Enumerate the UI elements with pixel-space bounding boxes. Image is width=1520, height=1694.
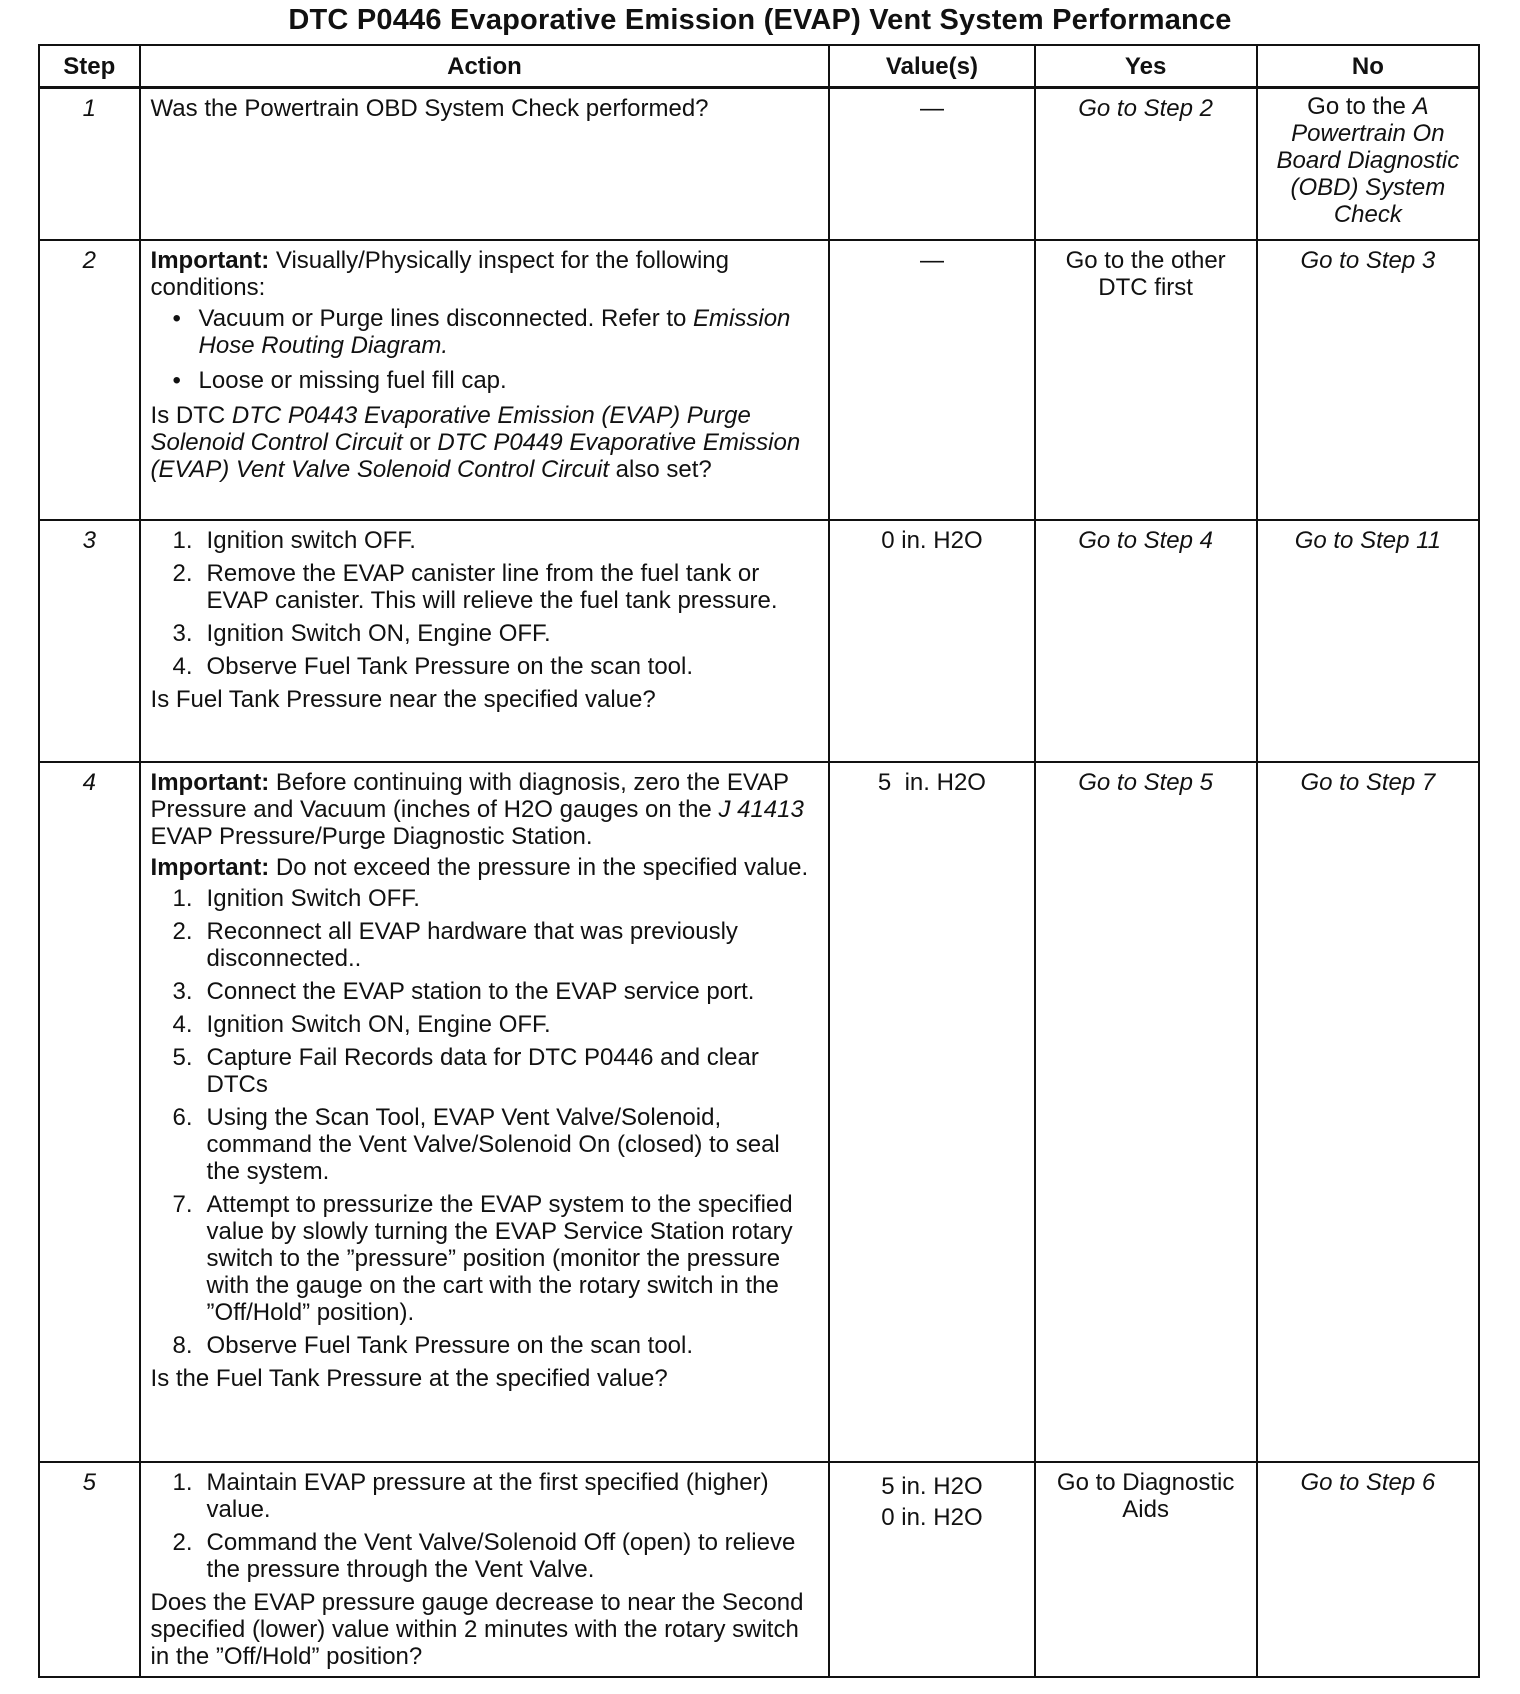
- page-title: DTC P0446 Evaporative Emission (EVAP) Vent System Performance: [288, 4, 1232, 36]
- list-number: 2.: [172, 1528, 193, 1556]
- value-cell: [829, 1462, 1034, 1677]
- value-line: 0 in. H2O: [881, 1503, 983, 1531]
- list-item: [173, 1044, 819, 1098]
- action-cell: [140, 520, 830, 762]
- value-cell: 5 in. H2O: [829, 762, 1034, 1462]
- tool-ref: J 41413: [718, 795, 804, 823]
- list-item: [173, 367, 819, 394]
- list-number: 4.: [172, 1010, 193, 1038]
- no-cell: [1257, 1462, 1479, 1677]
- list-number: 2.: [172, 917, 193, 945]
- list-item-text: Capture Fail Records data for DTC P0446 and clear DTCs: [206, 1043, 759, 1098]
- list-item-text: Reconnect all EVAP hardware that was previously disconnected..: [206, 917, 738, 972]
- value-line: 5 in. H2O: [881, 1472, 983, 1500]
- action-question: Does the EVAP pressure gauge decrease to near the Second specified (lower) value within 2 minutes with the rotary switch in the ”Off/Hold” position?: [150, 1588, 804, 1670]
- action-question: Is the Fuel Tank Pressure at the specified value?: [150, 1364, 668, 1392]
- action-cell: [140, 88, 830, 240]
- list-item-text: Using the Scan Tool, EVAP Vent Valve/Solenoid, command the Vent Valve/Solenoid On (closed) to seal the system.: [206, 1103, 780, 1185]
- dtc-ref-link[interactable]: DTC P0449 Evaporative Emission (EVAP) Vent Valve Solenoid Control Circuit: [150, 428, 801, 483]
- no-link[interactable]: Go to Step 3: [1300, 246, 1436, 274]
- list-item: [173, 885, 819, 912]
- header-no: No: [1257, 45, 1479, 88]
- step-number: 4: [39, 762, 140, 1462]
- list-number: 2.: [172, 559, 193, 587]
- value-cell: —: [829, 240, 1034, 520]
- yes-cell: [1035, 88, 1257, 240]
- yes-link[interactable]: Go to Step 2: [1078, 95, 1213, 122]
- list-item: [173, 560, 819, 614]
- list-item: [173, 1469, 819, 1523]
- table-row: [39, 240, 1479, 520]
- list-number: 1.: [172, 1468, 193, 1496]
- list-item: [173, 620, 819, 647]
- step-number: 3: [39, 520, 140, 762]
- important-label: Important:: [150, 768, 270, 796]
- list-item: [173, 527, 819, 554]
- list-item-text: Observe Fuel Tank Pressure on the scan tool.: [206, 652, 694, 680]
- header-step: Step: [39, 45, 140, 88]
- list-number: 5.: [172, 1043, 193, 1071]
- yes-cell: [1035, 762, 1257, 1462]
- procedure-list: [151, 1469, 819, 1583]
- list-number: 6.: [172, 1103, 193, 1131]
- list-item-text: Loose or missing fuel fill cap.: [198, 366, 507, 394]
- list-item-text: Vacuum or Purge lines disconnected. Refer to: [198, 304, 687, 332]
- dtc-ref-link[interactable]: DTC P0443 Evaporative Emission (EVAP) Purge Solenoid Control Circuit: [150, 401, 751, 456]
- action-question: Is Fuel Tank Pressure near the specified value?: [150, 685, 656, 713]
- header-action: Action: [140, 45, 830, 88]
- important-text: Before continuing with diagnosis, zero the EVAP Pressure and Vacuum (inches of H2O gauges on the: [150, 768, 789, 823]
- list-item-ref[interactable]: Emission Hose Routing Diagram.: [198, 304, 791, 359]
- list-item-text: Ignition Switch ON, Engine OFF.: [206, 619, 551, 647]
- action-cell: [140, 762, 830, 1462]
- list-item: [173, 1191, 819, 1326]
- list-item-text: Ignition switch OFF.: [206, 526, 416, 554]
- action-question: Was the Powertrain OBD System Check performed?: [150, 95, 709, 122]
- header-values: Value(s): [829, 45, 1034, 88]
- list-item: [173, 1332, 819, 1359]
- list-item: [173, 1529, 819, 1583]
- no-link[interactable]: Go to Step 11: [1294, 526, 1442, 554]
- list-number: 3.: [172, 619, 193, 647]
- important-note: [151, 769, 819, 850]
- yes-cell: [1035, 1462, 1257, 1677]
- list-number: 8.: [172, 1331, 193, 1359]
- header-yes: Yes: [1035, 45, 1257, 88]
- list-item: [173, 1104, 819, 1185]
- list-item: [173, 1011, 819, 1038]
- no-cell: [1257, 88, 1479, 240]
- no-cell: [1257, 240, 1479, 520]
- list-item-text: Observe Fuel Tank Pressure on the scan tool.: [206, 1331, 694, 1359]
- bullet-icon: •: [172, 366, 181, 394]
- list-item: [173, 918, 819, 972]
- list-item-text: Remove the EVAP canister line from the fuel tank or EVAP canister. This will relieve the fuel tank pressure.: [206, 559, 778, 614]
- yes-link[interactable]: Go to Step 5: [1078, 768, 1213, 796]
- step-number: 2: [39, 240, 140, 520]
- important-text: Do not exceed the pressure in the specified value.: [275, 853, 809, 881]
- table-row: [39, 1462, 1479, 1677]
- no-cell: [1257, 762, 1479, 1462]
- list-number: 4.: [172, 652, 193, 680]
- action-question: [151, 402, 819, 483]
- important-label: Important:: [150, 246, 270, 274]
- important-text: Visually/Physically inspect for the following conditions:: [150, 246, 729, 301]
- important-note: [151, 247, 819, 301]
- procedure-list: [151, 527, 819, 680]
- list-number: 1.: [172, 884, 193, 912]
- condition-list: [151, 305, 819, 394]
- list-item-text: Attempt to pressurize the EVAP system to the specified value by slowly turning the EVAP Service Station rotary switch to the ”pressure” position (monitor the pressure with the gauge on the cart with the rotary switch in the ”Off/Hold” position).: [206, 1190, 793, 1326]
- list-number: 7.: [172, 1190, 193, 1218]
- important-text: EVAP Pressure/Purge Diagnostic Station.: [150, 822, 593, 850]
- no-link[interactable]: Go to Step 6: [1300, 1468, 1436, 1496]
- important-label: Important:: [150, 853, 270, 881]
- no-cell: [1257, 520, 1479, 762]
- value-cell: 0 in. H2O: [829, 520, 1034, 762]
- table-row: [39, 762, 1479, 1462]
- list-item-text: Ignition Switch OFF.: [206, 884, 420, 912]
- no-link[interactable]: Go to Step 7: [1300, 768, 1436, 796]
- action-cell: [140, 1462, 830, 1677]
- yes-link[interactable]: Go to the other DTC first: [1065, 246, 1226, 301]
- question-text: also set?: [615, 455, 712, 483]
- yes-cell: [1035, 520, 1257, 762]
- no-link[interactable]: A Powertrain On Board Diagnostic (OBD) System Check: [1276, 93, 1460, 228]
- list-number: 1.: [172, 526, 193, 554]
- step-number: 5: [39, 1462, 140, 1677]
- procedure-list: [151, 885, 819, 1359]
- list-item: [173, 305, 819, 359]
- action-cell: [140, 240, 830, 520]
- list-item-text: Command the Vent Valve/Solenoid Off (open) to relieve the pressure through the Vent Valve.: [206, 1528, 796, 1583]
- bullet-icon: •: [172, 304, 181, 332]
- list-number: 3.: [172, 977, 193, 1005]
- no-prefix: Go to the: [1307, 93, 1406, 120]
- value-cell: —: [829, 88, 1034, 240]
- list-item: [173, 653, 819, 680]
- list-item: [173, 978, 819, 1005]
- yes-cell: [1035, 240, 1257, 520]
- table-row: [39, 520, 1479, 762]
- important-note: [151, 854, 819, 881]
- question-text: Is DTC: [150, 401, 226, 429]
- diagnostic-table: [38, 44, 1480, 1678]
- table-header-row: [39, 45, 1479, 88]
- yes-link[interactable]: Go to Diagnostic Aids: [1056, 1468, 1235, 1523]
- list-item-text: Ignition Switch ON, Engine OFF.: [206, 1010, 551, 1038]
- list-item-text: Maintain EVAP pressure at the first specified (higher) value.: [206, 1468, 769, 1523]
- step-number: 1: [39, 88, 140, 240]
- yes-link[interactable]: Go to Step 4: [1078, 526, 1213, 554]
- list-item-text: Connect the EVAP station to the EVAP service port.: [206, 977, 755, 1005]
- table-row: [39, 88, 1479, 240]
- question-text: or: [409, 428, 431, 456]
